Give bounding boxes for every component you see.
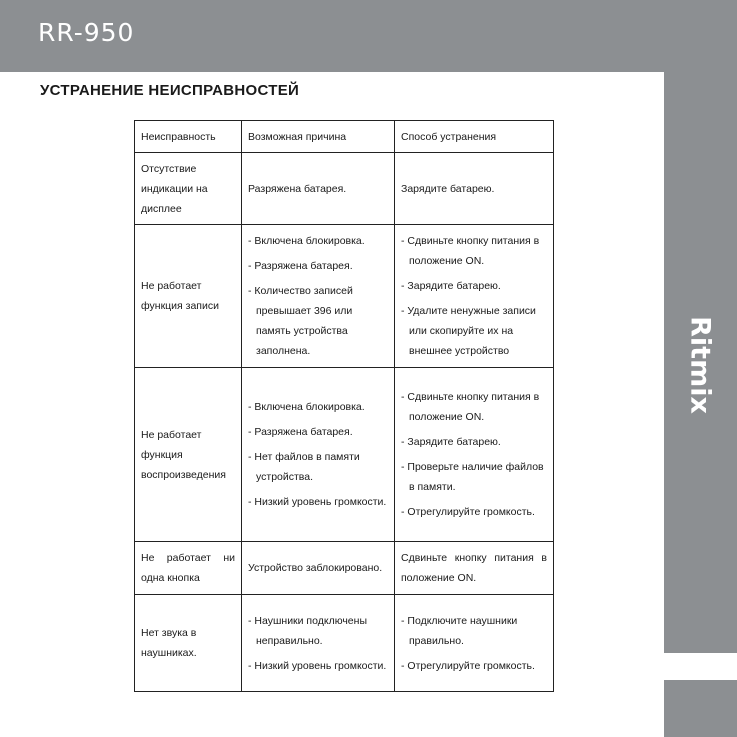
cause-item: Устройство заблокировано. [248, 562, 383, 574]
ritmix-logo: Ritmix [684, 316, 716, 414]
cause-cell [242, 595, 395, 692]
solution-item: - Отрегулируйте громкость. [401, 506, 535, 518]
solution-item: Зарядите батарею. [401, 182, 495, 195]
model-name: RR-950 [38, 18, 135, 47]
cause-item: - Разряжена батарея. [248, 426, 353, 438]
solution-item: - Удалите ненужные записи или скопируйте их на внешнее устройство [401, 305, 536, 357]
solution-cell [395, 542, 554, 595]
solution-item: - Проверьте наличие файлов в памяти. [401, 461, 544, 493]
solution-item: Сдвиньте кнопку питания в положение ON. [401, 552, 547, 584]
troubleshooting-table [134, 120, 554, 692]
column-header: Способ устранения [395, 121, 554, 153]
cause-item: - Включена блокировка. [248, 235, 365, 247]
problem-cell: Нет звука в наушниках. [135, 595, 242, 692]
problem-cell: Не работает функция воспроизведения [135, 368, 242, 542]
solution-item: - Подключите наушники правильно. [401, 614, 518, 647]
column-header: Неисправность [135, 121, 242, 153]
solution-item: - Сдвиньте кнопку питания в положение ON. [401, 391, 540, 423]
table-row [135, 542, 554, 595]
cause-cell [242, 225, 395, 368]
top-header-bar [0, 0, 737, 72]
problem-cell: Не работает функция записи [135, 225, 242, 368]
page-title: УСТРАНЕНИЕ НЕИСПРАВНОСТЕЙ [40, 82, 300, 99]
table-header-row [135, 121, 554, 153]
cause-cell [242, 153, 395, 225]
table-row [135, 225, 554, 368]
table-row [135, 595, 554, 692]
cause-item: - Низкий уровень громкости. [248, 659, 387, 672]
solution-item: - Сдвиньте кнопку питания в положение ON. [401, 235, 540, 267]
table-row [135, 368, 554, 542]
cause-item: - Наушники подключены неправильно. [248, 614, 367, 647]
cause-item: - Низкий уровень громкости. [248, 496, 387, 508]
problem-cell: Не работает ни одна кнопка [135, 542, 242, 595]
solution-cell [395, 368, 554, 542]
cause-item: Разряжена батарея. [248, 182, 347, 195]
cause-cell [242, 542, 395, 595]
problem-cell: Отсутствие индикации на дисплее [135, 153, 242, 225]
side-bar-bottom [664, 680, 737, 737]
solution-cell [395, 225, 554, 368]
cause-cell [242, 368, 395, 542]
cause-item: - Нет файлов в памяти устройства. [248, 451, 360, 483]
solution-item: - Зарядите батарею. [401, 280, 501, 292]
solution-cell [395, 595, 554, 692]
solution-item: - Отрегулируйте громкость. [401, 659, 535, 672]
column-header: Возможная причина [242, 121, 395, 153]
cause-item: - Включена блокировка. [248, 401, 365, 413]
cause-item: - Количество записей превышает 396 или память устройства заполнена. [248, 285, 353, 357]
solution-item: - Зарядите батарею. [401, 436, 501, 448]
cause-item: - Разряжена батарея. [248, 260, 353, 272]
solution-cell [395, 153, 554, 225]
table-row [135, 153, 554, 225]
